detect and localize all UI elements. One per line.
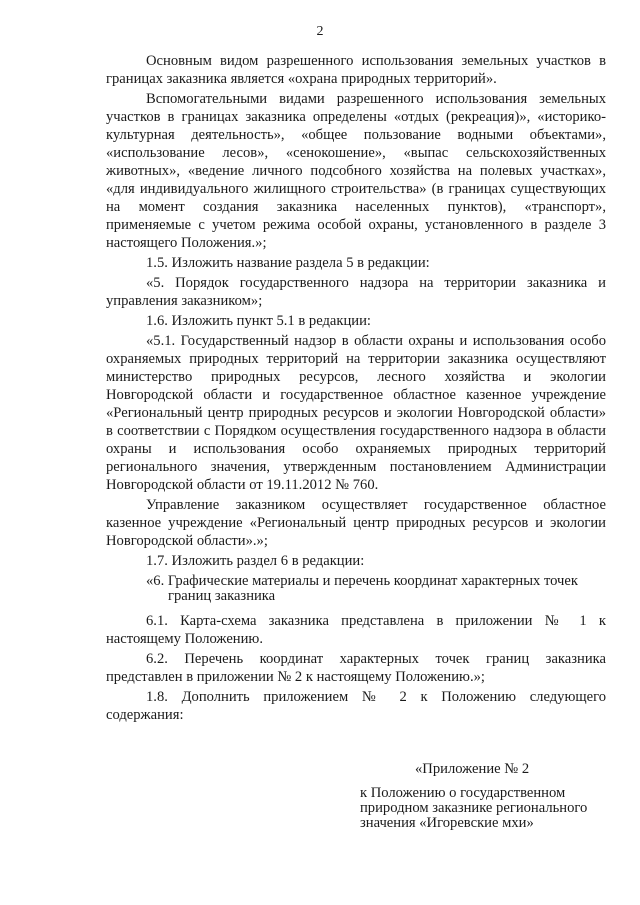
paragraph: Управление заказником осуществляет государственное областное казенное учреждение «Региональный центр природных ресурсов и экологии Новгородской области».»; [106, 497, 606, 549]
paragraph: 1.7. Изложить раздел 6 в редакции: [146, 553, 365, 569]
appendix-header [360, 762, 610, 831]
paragraph: 1.6. Изложить пункт 5.1 в редакции: [146, 313, 371, 329]
paragraph: 6.2. Перечень координат характерных точек границ заказника представлен в приложении № 2 к настоящему Положению.»; [106, 651, 606, 685]
section-6-heading [106, 574, 606, 604]
paragraph: «5. Порядок государственного надзора на территории заказника и управления заказником»; [106, 275, 606, 309]
appendix-title: «Приложение № 2 [415, 761, 530, 777]
document-body [106, 52, 606, 726]
paragraph: Вспомогательными видами разрешенного использования земельных участков в границах заказника определены «отдых (рекреация)», «историко-культурная деятельность», «общее пользование водными объектами», «использование лесов», «сенокошение», «выпас сельскохозяйственных животных», «ведение личного подсобного хозяйства на полевых участках», «для индивидуального жилищного строительства» (в границах существующих на момент создания заказника населенных пунктов), «транспорт», применяемые с учетом режима особой охраны, установленного в разделе 3 настоящего Положения.»; [106, 91, 606, 251]
appendix-caption-line: значения «Игоревские мхи» [360, 815, 534, 831]
paragraph: 1.8. Дополнить приложением № 2 к Положению следующего содержания: [106, 689, 606, 723]
paragraph: Основным видом разрешенного использования земельных участков в границах заказника является «охрана природных территорий». [106, 53, 606, 87]
appendix-caption-line: к Положению о государственном [360, 785, 566, 801]
appendix-caption [360, 786, 610, 831]
paragraph: 6.1. Карта-схема заказника представлена в приложении № 1 к настоящему Положению. [106, 613, 606, 647]
appendix-caption-line: природном заказнике регионального [360, 800, 588, 816]
section-6-heading-line1: «6. Графические материалы и перечень координат характерных точек [146, 573, 578, 589]
section-6-heading-line2: границ заказника [168, 588, 276, 604]
page-number: 2 [316, 24, 324, 39]
paragraph: 1.5. Изложить название раздела 5 в редакции: [146, 255, 430, 271]
paragraph: «5.1. Государственный надзор в области охраны и использования особо охраняемых природных территорий на территории заказника осуществляют министерство природных ресурсов, лесного хозяйства и экологии Новгородской области и государственное областное казенное учреждение «Региональный центр природных ресурсов и экологии Новгородской области» в соответствии с Порядком осуществления государственного надзора в области охраны и использования особо охраняемых природных территорий регионального значения, утвержденным постановлением Администрации Новгородской области от 19.11.2012 № 760. [106, 333, 606, 493]
